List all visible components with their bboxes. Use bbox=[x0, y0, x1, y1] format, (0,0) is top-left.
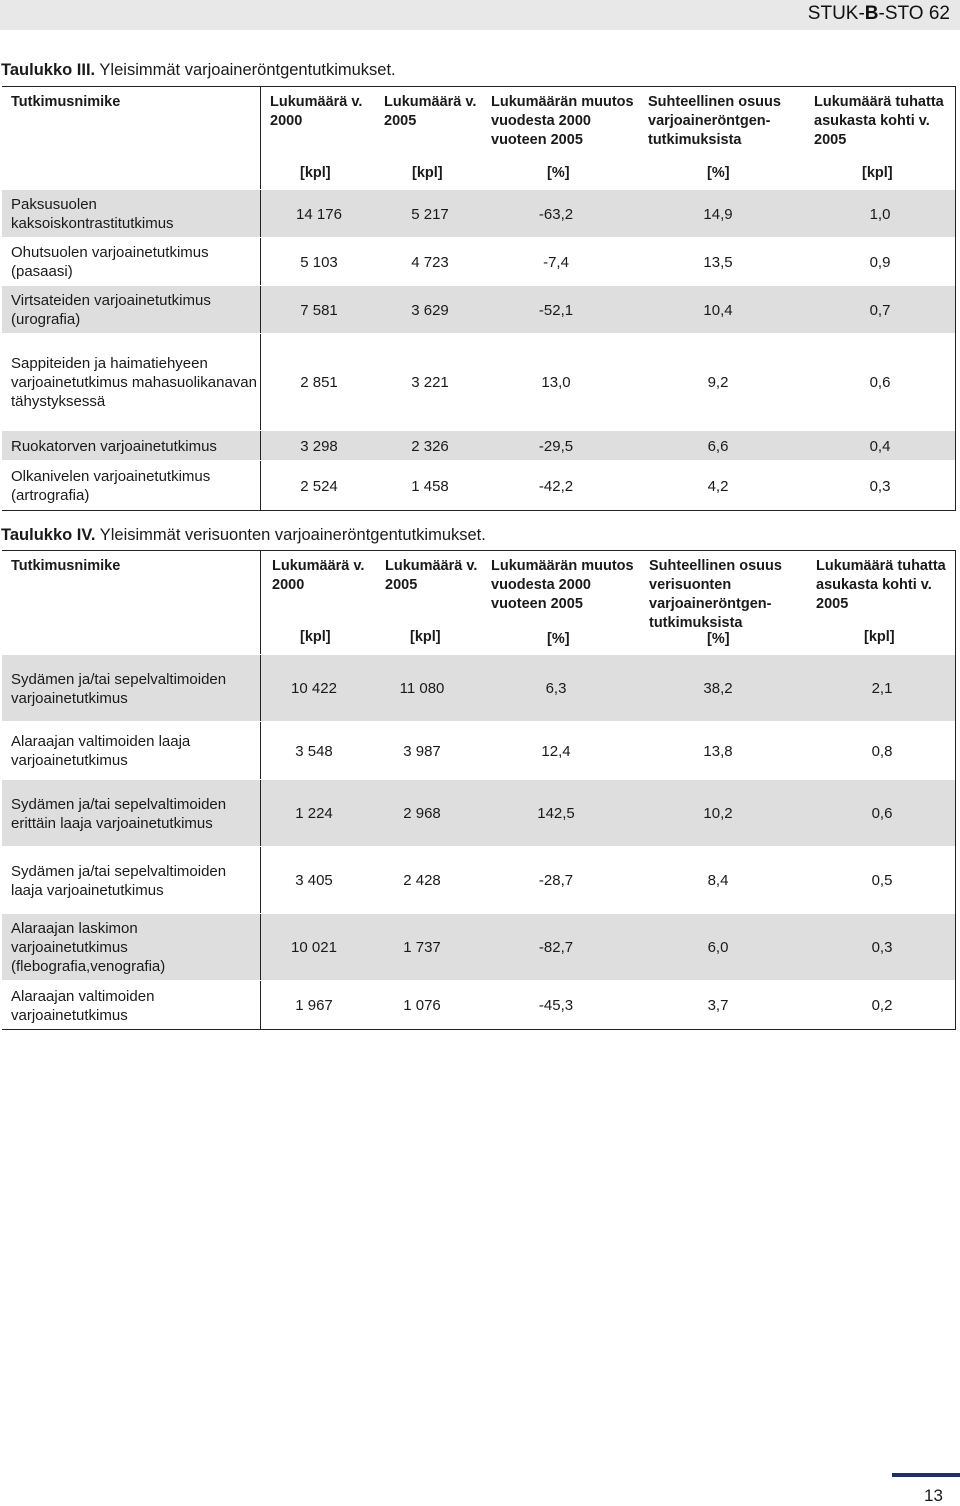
cell-v2005: 1 458 bbox=[411, 478, 449, 495]
table4-caption bbox=[1, 526, 486, 545]
cell-change: 6,3 bbox=[545, 680, 567, 697]
column-divider bbox=[260, 722, 261, 779]
table4-unit-2000: [kpl] bbox=[300, 629, 331, 645]
table3-col-2000: Lukumäärä v. 2000 bbox=[270, 94, 363, 129]
cell-per1000: 0,4 bbox=[869, 438, 891, 455]
column-divider bbox=[260, 914, 261, 980]
table3-unit-per1000: [kpl] bbox=[862, 165, 893, 181]
table3-unit-2005: [kpl] bbox=[412, 165, 443, 181]
table4-unit-change: [%] bbox=[547, 631, 570, 647]
table3-body bbox=[2, 189, 955, 510]
table4-header bbox=[2, 551, 955, 654]
running-title bbox=[808, 3, 950, 25]
cell-share: 6,6 bbox=[707, 438, 729, 455]
running-title-suffix: -STO 62 bbox=[878, 3, 950, 24]
cell-share: 38,2 bbox=[703, 680, 733, 697]
cell-v2005: 3 987 bbox=[403, 743, 441, 760]
column-divider bbox=[260, 334, 261, 430]
row-name: Ohutsuolen varjoainetutkimus (pasaasi) bbox=[11, 244, 209, 280]
table-row bbox=[2, 779, 955, 846]
cell-share: 14,9 bbox=[703, 206, 733, 223]
cell-v2005: 5 217 bbox=[411, 206, 449, 223]
table-row bbox=[2, 333, 955, 430]
cell-v2000: 2 524 bbox=[300, 478, 338, 495]
cell-per1000: 0,3 bbox=[869, 478, 891, 495]
table-row bbox=[2, 846, 955, 913]
cell-v2005: 1 076 bbox=[403, 997, 441, 1014]
row-name: Alaraajan valtimoiden varjoainetutkimus bbox=[11, 988, 155, 1024]
column-divider bbox=[260, 780, 261, 846]
cell-share: 10,2 bbox=[703, 805, 733, 822]
cell-share: 10,4 bbox=[703, 302, 733, 319]
table4-col-name: Tutkimusnimike bbox=[11, 558, 121, 574]
table3-caption bbox=[1, 61, 396, 80]
cell-v2005: 3 221 bbox=[411, 374, 449, 391]
column-divider bbox=[260, 461, 261, 510]
row-name: Sydämen ja/tai sepelvaltimoiden erittäin laaja varjoainetutkimus bbox=[11, 796, 227, 832]
cell-per1000: 0,6 bbox=[871, 805, 893, 822]
table-row bbox=[2, 285, 955, 333]
cell-per1000: 0,5 bbox=[871, 872, 893, 889]
table4-col-share: Suhteellinen osuus verisuonten varjoaineröntgen-tutkimuksista bbox=[649, 558, 782, 631]
table3-unit-2000: [kpl] bbox=[300, 165, 331, 181]
cell-change: -29,5 bbox=[538, 438, 574, 455]
cell-share: 3,7 bbox=[707, 997, 729, 1014]
table4-unit-share: [%] bbox=[707, 631, 730, 647]
cell-per1000: 0,9 bbox=[869, 254, 891, 271]
cell-share: 13,8 bbox=[703, 743, 733, 760]
column-divider bbox=[260, 655, 261, 721]
cell-change: -45,3 bbox=[538, 997, 574, 1014]
cell-v2005: 2 968 bbox=[403, 805, 441, 822]
cell-change: -82,7 bbox=[538, 939, 574, 956]
table4-unit-2005: [kpl] bbox=[410, 629, 441, 645]
cell-v2000: 10 422 bbox=[291, 680, 337, 697]
cell-share: 4,2 bbox=[707, 478, 729, 495]
table3-caption-text: Yleisimmät varjoaineröntgentutkimukset. bbox=[95, 61, 396, 79]
column-divider bbox=[260, 190, 261, 237]
cell-per1000: 2,1 bbox=[871, 680, 893, 697]
table-row bbox=[2, 430, 955, 460]
table4-caption-label: Taulukko IV. bbox=[1, 526, 96, 544]
table4 bbox=[2, 550, 956, 1030]
cell-per1000: 0,8 bbox=[871, 743, 893, 760]
cell-v2005: 2 326 bbox=[411, 438, 449, 455]
cell-change: -42,2 bbox=[538, 478, 574, 495]
table3-col-name: Tutkimusnimike bbox=[11, 94, 121, 110]
table3-col-2005: Lukumäärä v. 2005 bbox=[384, 94, 477, 129]
table4-unit-per1000: [kpl] bbox=[864, 629, 895, 645]
cell-per1000: 0,2 bbox=[871, 997, 893, 1014]
cell-per1000: 0,3 bbox=[871, 939, 893, 956]
cell-v2000: 5 103 bbox=[300, 254, 338, 271]
cell-share: 9,2 bbox=[707, 374, 729, 391]
table4-col-2000: Lukumäärä v. 2000 bbox=[272, 558, 365, 593]
table-row bbox=[2, 913, 955, 980]
table3-unit-share: [%] bbox=[707, 165, 730, 181]
row-name: Alaraajan laskimon varjoainetutkimus (flebografia,venografia) bbox=[11, 920, 166, 975]
table3-col-change: Lukumäärän muutos vuodesta 2000 vuoteen 2005 bbox=[491, 94, 634, 148]
table4-body bbox=[2, 654, 955, 1029]
row-name: Sydämen ja/tai sepelvaltimoiden varjoainetutkimus bbox=[11, 671, 227, 707]
cell-change: -7,4 bbox=[543, 254, 569, 271]
table3-header bbox=[2, 87, 955, 189]
table4-column-divider bbox=[260, 551, 261, 654]
row-name: Paksusuolen kaksoiskontrastitutkimus bbox=[11, 196, 174, 232]
page-number: 13 bbox=[924, 1486, 943, 1505]
cell-v2000: 1 224 bbox=[295, 805, 333, 822]
cell-change: -63,2 bbox=[538, 206, 574, 223]
cell-v2000: 10 021 bbox=[291, 939, 337, 956]
row-name: Sappiteiden ja haimatiehyeen varjoainetutkimus mahasuolikanavan tähystyksessä bbox=[11, 355, 257, 410]
cell-v2000: 14 176 bbox=[296, 206, 342, 223]
table-row bbox=[2, 721, 955, 779]
cell-change: -28,7 bbox=[538, 872, 574, 889]
column-divider bbox=[260, 431, 261, 460]
running-header bbox=[0, 0, 960, 30]
table-row bbox=[2, 654, 955, 721]
row-name: Alaraajan valtimoiden laaja varjoainetutkimus bbox=[11, 733, 191, 769]
table-row bbox=[2, 460, 955, 510]
row-name: Sydämen ja/tai sepelvaltimoiden laaja varjoainetutkimus bbox=[11, 863, 227, 899]
table-row bbox=[2, 237, 955, 285]
column-divider bbox=[260, 847, 261, 913]
cell-change: -52,1 bbox=[538, 302, 574, 319]
column-divider bbox=[260, 981, 261, 1029]
table4-col-change: Lukumäärän muutos vuodesta 2000 vuoteen 2005 bbox=[491, 558, 634, 612]
cell-v2005: 11 080 bbox=[399, 680, 445, 697]
cell-change: 142,5 bbox=[537, 805, 575, 822]
cell-per1000: 0,7 bbox=[869, 302, 891, 319]
running-title-prefix: STUK- bbox=[807, 3, 865, 24]
table3-col-share: Suhteellinen osuus varjoaineröntgen-tutkimuksista bbox=[648, 94, 781, 148]
table4-caption-text: Yleisimmät verisuonten varjoaineröntgentutkimukset. bbox=[95, 526, 486, 544]
cell-share: 6,0 bbox=[707, 939, 729, 956]
running-title-bold: B bbox=[864, 3, 879, 24]
cell-v2000: 3 405 bbox=[295, 872, 333, 889]
row-name: Ruokatorven varjoainetutkimus bbox=[11, 438, 217, 455]
table3-caption-label: Taulukko III. bbox=[1, 61, 96, 79]
cell-change: 12,4 bbox=[541, 743, 571, 760]
cell-v2000: 3 298 bbox=[300, 438, 338, 455]
cell-per1000: 1,0 bbox=[869, 206, 891, 223]
table4-col-2005: Lukumäärä v. 2005 bbox=[385, 558, 478, 593]
cell-v2005: 3 629 bbox=[411, 302, 449, 319]
table-row bbox=[2, 189, 955, 237]
table4-col-per1000: Lukumäärä tuhatta asukasta kohti v. 2005 bbox=[816, 558, 946, 612]
cell-v2000: 3 548 bbox=[295, 743, 333, 760]
table3-column-divider bbox=[260, 87, 261, 189]
cell-v2005: 1 737 bbox=[403, 939, 441, 956]
cell-share: 8,4 bbox=[707, 872, 729, 889]
cell-v2000: 1 967 bbox=[295, 997, 333, 1014]
table-row bbox=[2, 980, 955, 1029]
column-divider bbox=[260, 286, 261, 333]
table3-unit-change: [%] bbox=[547, 165, 570, 181]
cell-v2000: 2 851 bbox=[300, 374, 338, 391]
cell-v2000: 7 581 bbox=[300, 302, 338, 319]
row-name: Olkanivelen varjoainetutkimus (artrografia) bbox=[11, 468, 211, 504]
row-name: Virtsateiden varjoainetutkimus (urografia) bbox=[11, 292, 211, 328]
cell-per1000: 0,6 bbox=[869, 374, 891, 391]
page-number-bar bbox=[892, 1473, 960, 1477]
cell-v2005: 4 723 bbox=[411, 254, 449, 271]
cell-v2005: 2 428 bbox=[403, 872, 441, 889]
cell-change: 13,0 bbox=[541, 374, 571, 391]
cell-share: 13,5 bbox=[703, 254, 733, 271]
column-divider bbox=[260, 238, 261, 285]
table3 bbox=[2, 86, 956, 511]
table3-col-per1000: Lukumäärä tuhatta asukasta kohti v. 2005 bbox=[814, 94, 944, 148]
